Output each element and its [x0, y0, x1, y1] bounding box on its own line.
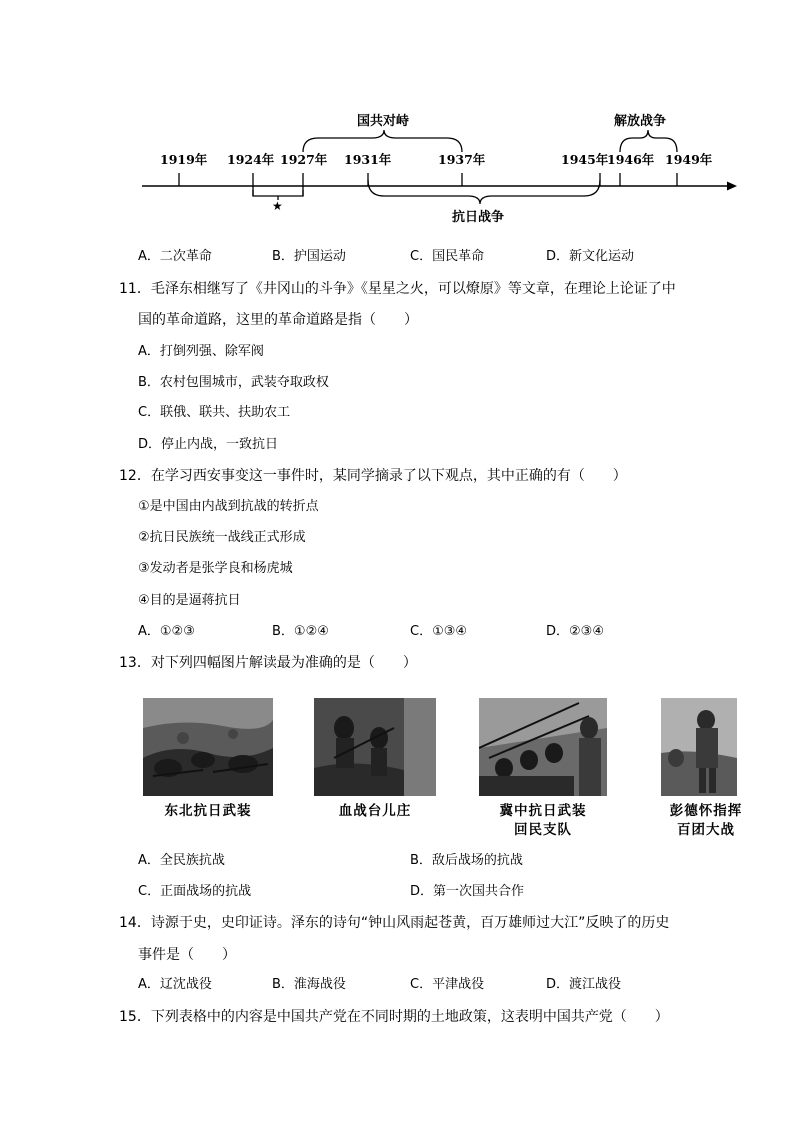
q15-stem: 15．下列表格中的内容是中国共产党在不同时期的土地政策，这表明中国共产党（ ）	[119, 1009, 669, 1025]
q12-option-b: B．①②④	[272, 624, 329, 639]
q14-stem-line1: 14．诗源于史，史印证诗。泽东的诗句“钟山风雨起苍黄，百万雄师过大江”反映了的历史	[119, 915, 670, 931]
label-guogong-duizhi: 国共对峙	[357, 114, 410, 129]
year-1946: 1946年	[607, 152, 655, 167]
q12-point-1: ①是中国由内战到抗战的转折点	[138, 499, 319, 514]
year-1945: 1945年	[561, 152, 609, 167]
q11-stem-line2: 国的革命道路，这里的革命道路是指（ ）	[138, 312, 418, 328]
bracket-star	[253, 190, 303, 196]
caption-photo-2: 血战台儿庄	[338, 803, 412, 819]
battle-image-icon	[314, 698, 436, 796]
q11-option-b: B．农村包围城市，武装夺取政权	[138, 375, 329, 390]
star-icon: ★	[272, 199, 283, 213]
photo-northeast-resistance	[143, 698, 273, 796]
q10-option-a: A．二次革命	[138, 249, 212, 264]
q11-option-d: D．停止内战，一致抗日	[138, 437, 279, 452]
q13-option-c: C．正面战场的抗战	[138, 884, 252, 899]
q12-option-c: C．①③④	[410, 624, 468, 639]
label-kangri-zhanzheng: 抗日战争	[452, 210, 505, 225]
q14-option-c: C．平津战役	[410, 977, 485, 992]
q11-option-a: A．打倒列强、除军阀	[138, 344, 264, 359]
timeline-arrow	[727, 182, 737, 191]
troops-image-icon	[479, 698, 607, 796]
q12-option-a: A．①②③	[138, 624, 195, 639]
year-1924: 1924年	[227, 152, 275, 167]
year-1919: 1919年	[160, 152, 208, 167]
q12-point-4: ④目的是逼蒋抗日	[138, 593, 241, 608]
photo-peng-dehuai	[661, 698, 737, 796]
q11-stem-line1: 11．毛泽东相继写了《井冈山的斗争》《星星之火，可以燎原》等文章，在理论上论证了中	[119, 281, 676, 297]
caption-photo-4: 彭德怀指挥 百团大战	[669, 803, 743, 838]
q12-option-d: D．②③④	[546, 624, 604, 639]
label-jiefang-zhanzheng: 解放战争	[614, 114, 667, 129]
q10-option-c: C．国民革命	[410, 249, 485, 264]
q14-option-d: D．渡江战役	[546, 977, 622, 992]
q12-point-3: ③发动者是张学良和杨虎城	[138, 561, 293, 576]
brace-guogong	[303, 130, 462, 152]
q14-option-a: A．辽沈战役	[138, 977, 212, 992]
q11-option-c: C．联俄、联共、扶助农工	[138, 405, 291, 420]
q12-stem: 12．在学习西安事变这一事件时，某同学摘录了以下观点，其中正确的有（ ）	[119, 468, 627, 484]
caption-photo-3: 冀中抗日武装 回民支队	[499, 803, 587, 838]
year-1927: 1927年	[280, 152, 328, 167]
q13-stem: 13．对下列四幅图片解读最为准确的是（ ）	[119, 655, 417, 671]
q10-option-b: B．护国运动	[272, 249, 346, 264]
year-1937: 1937年	[438, 152, 486, 167]
year-1949: 1949年	[665, 152, 713, 167]
year-1931: 1931年	[344, 152, 392, 167]
q13-option-a: A．全民族抗战	[138, 853, 225, 868]
brace-jiefang	[620, 130, 677, 152]
q10-option-d: D．新文化运动	[546, 249, 635, 264]
brace-kangri	[368, 180, 600, 204]
commander-image-icon	[661, 698, 737, 796]
photo-jizhong-hui-detachment	[479, 698, 607, 796]
q14-option-b: B．淮海战役	[272, 977, 346, 992]
photo-taierzhuang	[314, 698, 436, 796]
q13-option-b: B．敌后战场的抗战	[410, 853, 523, 868]
q13-option-d: D．第一次国共合作	[410, 884, 525, 899]
soldiers-image-icon	[143, 698, 273, 796]
q12-point-2: ②抗日民族统一战线正式形成	[138, 530, 306, 545]
caption-photo-1: 东北抗日武装	[164, 803, 252, 819]
q14-stem-line2: 事件是（ ）	[138, 947, 236, 963]
